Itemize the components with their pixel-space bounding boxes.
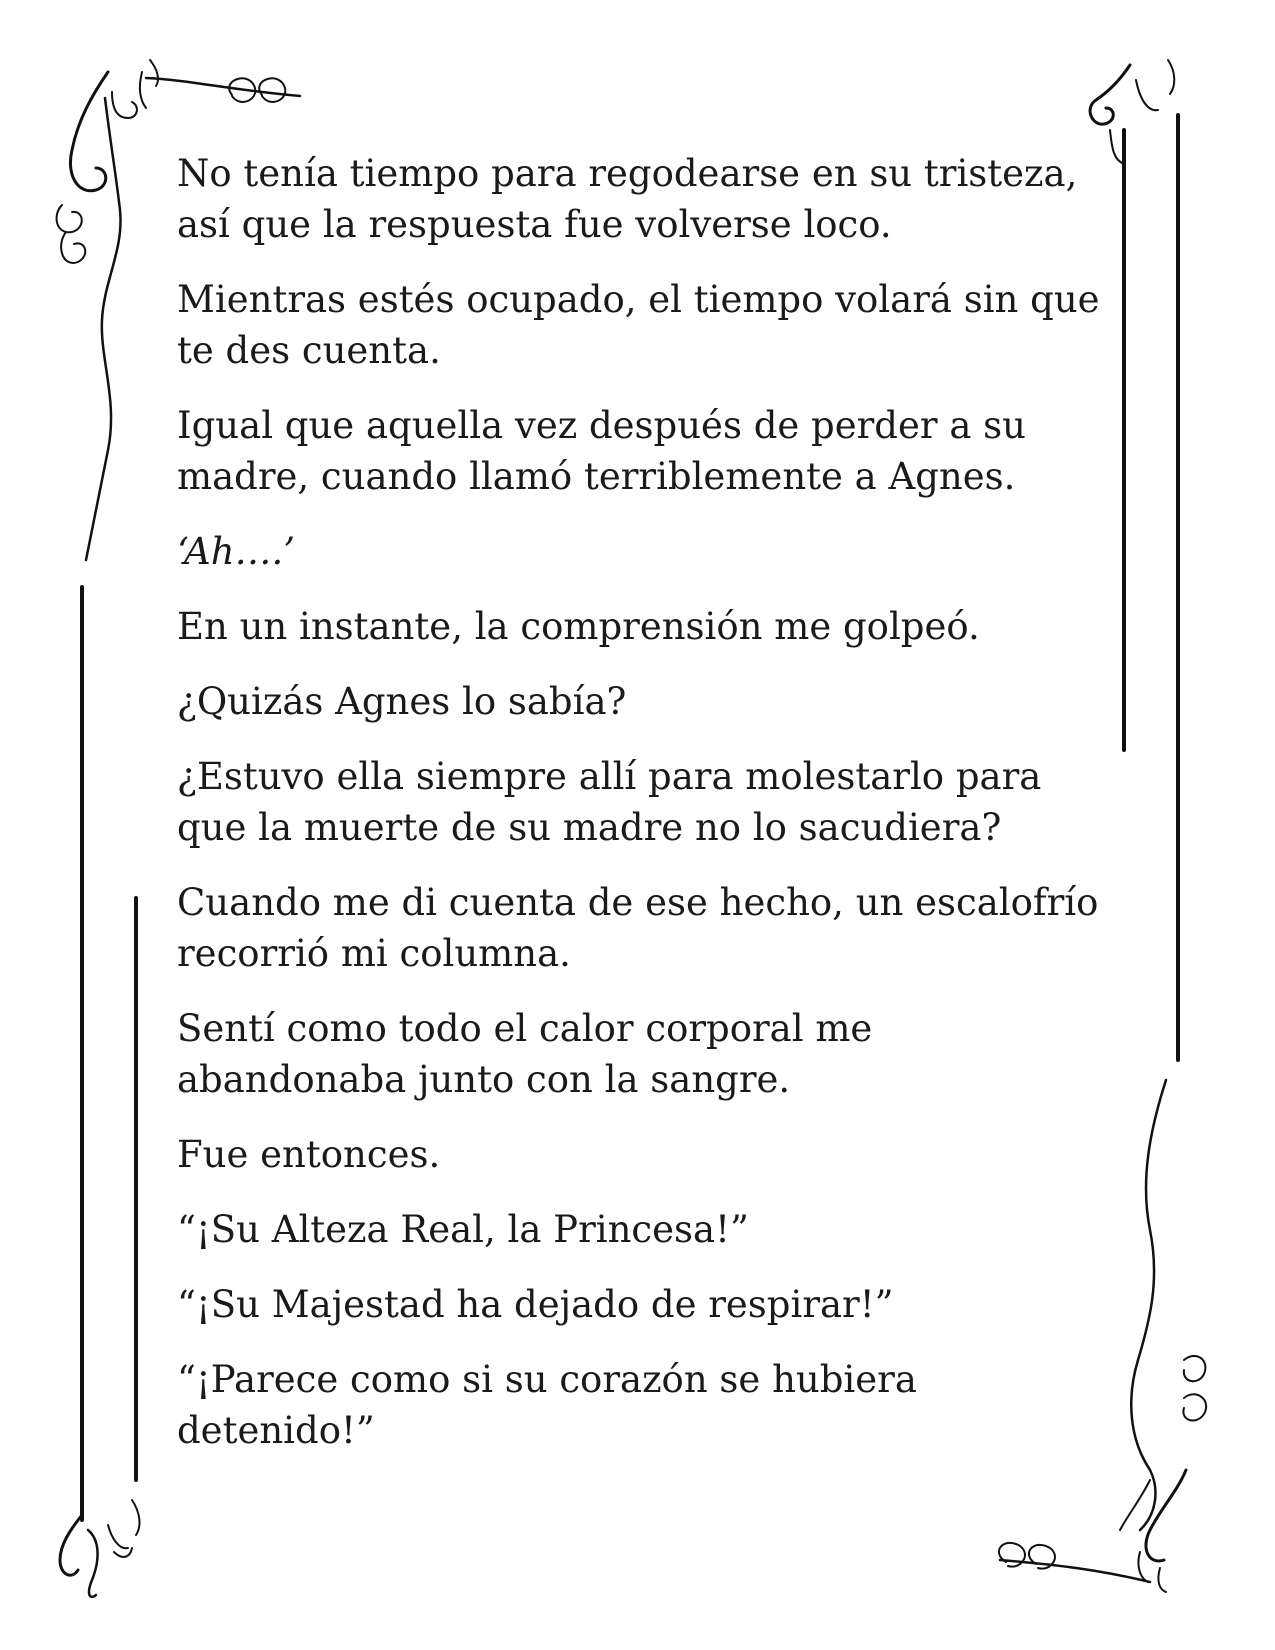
page-text (177, 148, 1112, 1480)
paragraph: ¿Quizás Agnes lo sabía? (177, 680, 627, 723)
flourish-bottom-left-icon (60, 1500, 139, 1597)
paragraph: Sentí como todo el calor corporal me abandonaba junto con la sangre. (177, 1007, 873, 1101)
paragraph: ¿Estuvo ella siempre allí para molestarlo para que la muerte de su madre no lo sacudiera? (177, 755, 1042, 849)
paragraph: No tenía tiempo para regodearse en su tristeza, así que la respuesta fue volverse loco. (177, 152, 1078, 246)
paragraph: En un instante, la comprensión me golpeó. (177, 605, 980, 648)
paragraph: Igual que aquella vez después de perder a su madre, cuando llamó terriblemente a Agnes. (177, 404, 1026, 498)
paragraph: Cuando me di cuenta de ese hecho, un escalofrío recorrió mi columna. (177, 881, 1099, 975)
dialogue-paragraph: “¡Parece como si su corazón se hubiera detenido!” (177, 1358, 917, 1452)
paragraph: Fue entonces. (177, 1133, 441, 1176)
dialogue-paragraph: “¡Su Majestad ha dejado de respirar!” (177, 1283, 894, 1326)
paragraph: Mientras estés ocupado, el tiempo volará sin que te des cuenta. (177, 278, 1100, 372)
thought-paragraph: ‘Ah….’ (177, 530, 296, 573)
dialogue-paragraph: “¡Su Alteza Real, la Princesa!” (177, 1208, 749, 1251)
